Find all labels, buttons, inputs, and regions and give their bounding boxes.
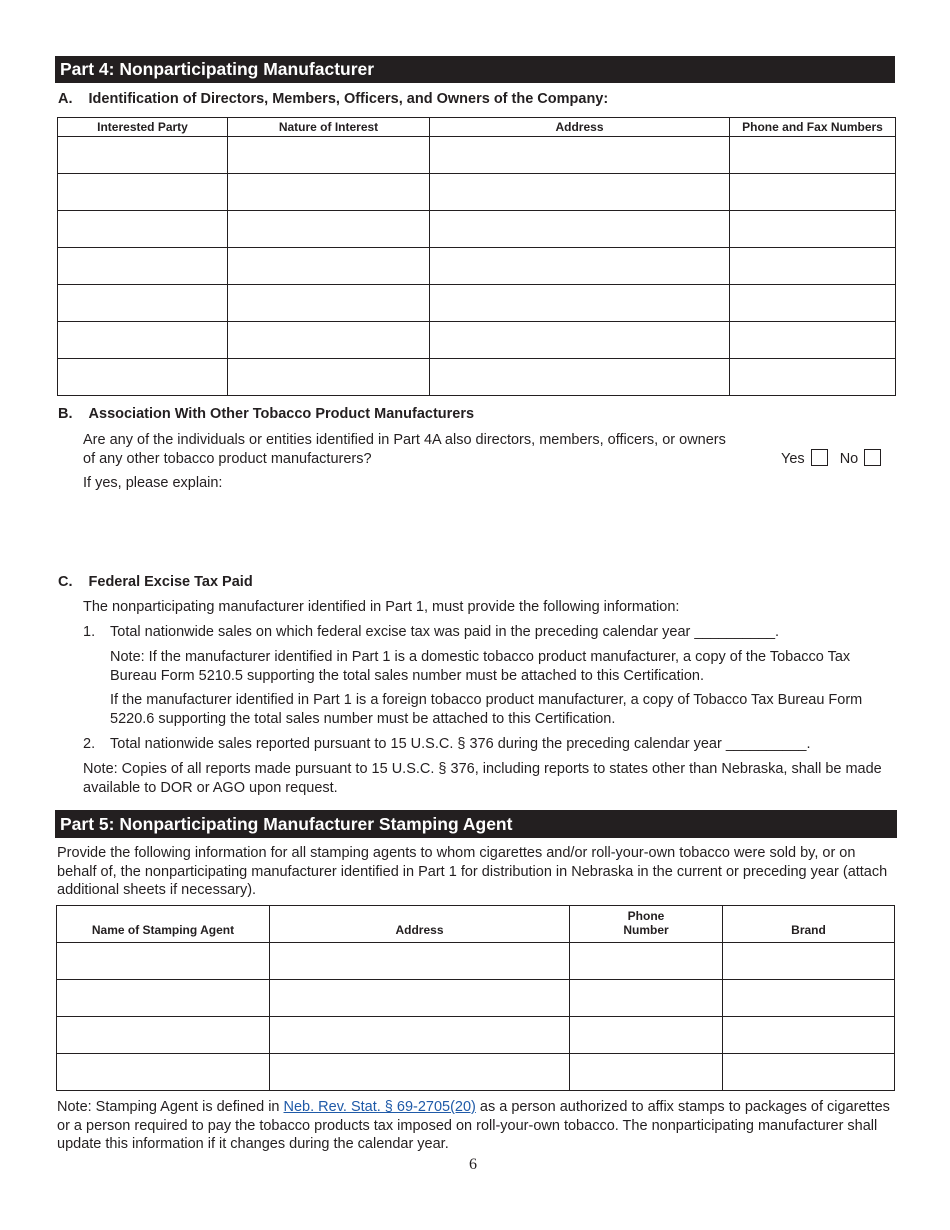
section-a-heading <box>58 91 608 107</box>
part5-title: Part 5: Nonparticipating Manufacturer Stamping Agent <box>60 813 513 834</box>
section-b-question <box>83 431 783 468</box>
col-agent-brand: Brand <box>723 906 895 943</box>
question-line-2: of any other tobacco product manufacturers? <box>83 450 372 467</box>
col-interested-party: Interested Party <box>58 118 228 137</box>
directors-table-body <box>58 137 896 396</box>
item2-note: Note: Copies of all reports made pursuant to 15 U.S.C. § 376, including reports to states other than Nebraska, shall be made available to DOR or AGO upon request. <box>83 761 882 796</box>
yes-no-group <box>781 449 881 469</box>
directors-table-cell[interactable] <box>228 285 430 322</box>
section-c-title: Federal Excise Tax Paid <box>88 574 253 590</box>
stamping-agent-table-row <box>57 1017 895 1054</box>
note-text-before: Note: Stamping Agent is defined in <box>57 1099 284 1115</box>
stamping-agent-table-cell[interactable] <box>270 1054 570 1091</box>
directors-table-cell[interactable] <box>730 359 896 396</box>
stamping-agent-table-cell[interactable] <box>270 980 570 1017</box>
directors-table-cell[interactable] <box>58 285 228 322</box>
item2-text: Total nationwide sales reported pursuant to 15 U.S.C. § 376 during the preceding calendar year __________. <box>110 736 811 752</box>
directors-table-cell[interactable] <box>730 137 896 174</box>
stamping-agent-table-cell[interactable] <box>723 980 895 1017</box>
section-a-title: Identification of Directors, Members, Officers, and Owners of the Company: <box>88 91 609 107</box>
directors-table-cell[interactable] <box>58 248 228 285</box>
directors-table-row <box>58 248 896 285</box>
stamping-agent-table-cell[interactable] <box>270 1017 570 1054</box>
directors-table-row <box>58 211 896 248</box>
stamping-agent-table-row <box>57 980 895 1017</box>
item1-number: 1. <box>83 624 96 640</box>
page-number: 6 <box>469 1156 477 1173</box>
item2-number: 2. <box>83 736 96 752</box>
stamping-agent-table-cell[interactable] <box>570 1054 723 1091</box>
stamping-agent-table <box>56 905 895 1091</box>
stamping-agent-table-cell[interactable] <box>57 980 270 1017</box>
directors-table-cell[interactable] <box>58 137 228 174</box>
col-address: Address <box>430 118 730 137</box>
item1-text: Total nationwide sales on which federal excise tax was paid in the preceding calendar year __________. <box>110 624 780 640</box>
directors-table-cell[interactable] <box>730 174 896 211</box>
explain-area[interactable] <box>83 494 893 564</box>
part5-note <box>57 1098 892 1154</box>
section-b-title: Association With Other Tobacco Product Manufacturers <box>88 406 475 422</box>
directors-table-row <box>58 285 896 322</box>
note-text-after: as a person authorized to affix stamps to packages of cigarettes or a person required to pay the tobacco products tax imposed on roll-your-own tobacco. The nonparticipating manufacturer shall update this information if it changes during the calendar year. <box>57 1099 890 1152</box>
stamping-agent-table-cell[interactable] <box>570 1017 723 1054</box>
yes-checkbox[interactable] <box>811 449 828 466</box>
directors-table-cell[interactable] <box>430 211 730 248</box>
directors-table-cell[interactable] <box>58 322 228 359</box>
col-agent-address: Address <box>270 906 570 943</box>
no-checkbox[interactable] <box>864 449 881 466</box>
directors-table <box>57 117 896 396</box>
question-line-1: Are any of the individuals or entities identified in Part 4A also directors, members, officers, or owners <box>83 432 726 448</box>
part4-header <box>55 56 895 83</box>
stamping-agent-table-cell[interactable] <box>723 1017 895 1054</box>
col-phone-fax: Phone and Fax Numbers <box>730 118 896 137</box>
yes-label: Yes <box>781 451 805 467</box>
stamping-agent-table-cell[interactable] <box>723 1054 895 1091</box>
directors-table-cell[interactable] <box>430 285 730 322</box>
stamping-agent-table-cell[interactable] <box>570 943 723 980</box>
stamping-agent-table-cell[interactable] <box>570 980 723 1017</box>
section-c-heading <box>58 574 253 590</box>
directors-table-cell[interactable] <box>58 174 228 211</box>
directors-table-row <box>58 359 896 396</box>
statute-link[interactable]: Neb. Rev. Stat. § 69-2705(20) <box>283 1099 476 1115</box>
directors-table-cell[interactable] <box>730 248 896 285</box>
directors-table-cell[interactable] <box>228 137 430 174</box>
item1-note: Note: If the manufacturer identified in Part 1 is a domestic tobacco product manufacturer, a copy of the Tobacco Tax Bureau Form 5210.5 supporting the total sales number must be attached to this Certification. <box>110 649 851 684</box>
section-c-label: C. <box>58 574 73 590</box>
directors-table-cell[interactable] <box>228 211 430 248</box>
directors-table-row <box>58 174 896 211</box>
directors-table-cell[interactable] <box>730 285 896 322</box>
directors-table-cell[interactable] <box>228 359 430 396</box>
col-agent-name: Name of Stamping Agent <box>57 906 270 943</box>
section-b-heading <box>58 406 474 422</box>
part5-intro: Provide the following information for all stamping agents to whom cigarettes and/or roll-your-own tobacco were sold by, or on behalf of, the nonparticipating manufacturer identified in Part 1 for distribution in Nebraska in the current or preceding year (attach additional sheets if necessary). <box>57 845 888 898</box>
no-label: No <box>839 451 859 467</box>
directors-table-cell[interactable] <box>228 322 430 359</box>
directors-table-cell[interactable] <box>430 359 730 396</box>
part5-header <box>55 810 897 838</box>
directors-table-cell[interactable] <box>58 359 228 396</box>
directors-table-cell[interactable] <box>730 211 896 248</box>
directors-table-cell[interactable] <box>430 248 730 285</box>
directors-table-cell[interactable] <box>430 322 730 359</box>
stamping-agent-table-body <box>57 943 895 1091</box>
stamping-agent-table-cell[interactable] <box>57 1054 270 1091</box>
col-nature-of-interest: Nature of Interest <box>228 118 430 137</box>
stamping-agent-table-cell[interactable] <box>57 943 270 980</box>
item1-note-foreign: If the manufacturer identified in Part 1 is a foreign tobacco product manufacturer, a copy of Tobacco Tax Bureau Form 5220.6 supporting the total sales number must be attached to this Certification. <box>110 692 863 727</box>
directors-table-cell[interactable] <box>228 248 430 285</box>
directors-table-cell[interactable] <box>430 174 730 211</box>
directors-table-row <box>58 322 896 359</box>
directors-table-cell[interactable] <box>730 322 896 359</box>
col-agent-phone: Phone Number <box>570 906 723 943</box>
explain-label: If yes, please explain: <box>83 475 223 491</box>
stamping-agent-table-row <box>57 1054 895 1091</box>
stamping-agent-table-cell[interactable] <box>270 943 570 980</box>
section-b-label: B. <box>58 406 73 422</box>
stamping-agent-table-cell[interactable] <box>723 943 895 980</box>
directors-table-cell[interactable] <box>430 137 730 174</box>
section-c-intro: The nonparticipating manufacturer identified in Part 1, must provide the following information: <box>83 599 680 615</box>
directors-table-cell[interactable] <box>228 174 430 211</box>
directors-table-row <box>58 137 896 174</box>
part4-title: Part 4: Nonparticipating Manufacturer <box>60 59 375 79</box>
section-a-label: A. <box>58 91 73 107</box>
directors-table-cell[interactable] <box>58 211 228 248</box>
stamping-agent-table-cell[interactable] <box>57 1017 270 1054</box>
stamping-agent-table-row <box>57 943 895 980</box>
